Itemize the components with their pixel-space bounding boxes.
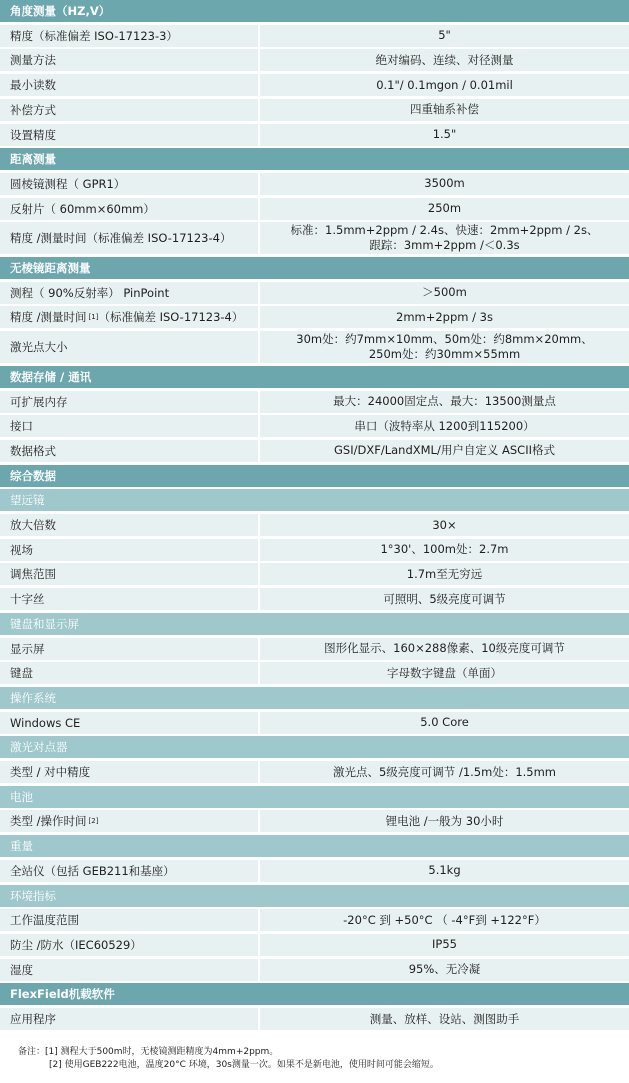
- spec-row: [0, 74, 629, 96]
- spec-row: [0, 1008, 629, 1030]
- spec-value: 四重轴系补偿: [410, 102, 479, 117]
- spec-row: [0, 391, 629, 413]
- spec-value: 可照明、5级亮度可调节: [383, 591, 506, 606]
- spec-label: [0, 909, 258, 931]
- spec-label-text: 接口: [10, 419, 33, 434]
- spec-label-text: 放大倍数: [10, 518, 56, 532]
- subsection-header: 键盘和显示屏: [0, 613, 629, 635]
- footnotes: [18, 1046, 439, 1072]
- spec-value: 字母数字键盘（单面）: [387, 665, 502, 680]
- section-header: 无棱镜距离测量: [0, 257, 629, 279]
- spec-label: [0, 391, 258, 413]
- spec-row: [0, 514, 629, 536]
- spec-label-text: 工作温度范围: [10, 913, 79, 928]
- spec-label: [0, 539, 258, 561]
- spec-value: 5": [438, 28, 451, 43]
- spec-label-text: 精度 /测量时间（标准偏差 ISO-17123-4）: [10, 231, 232, 246]
- footnote-ref: [2]: [88, 817, 99, 826]
- spec-label-text: 精度 /测量时间: [10, 310, 87, 325]
- section-header: 数据存储 / 通讯: [0, 366, 629, 388]
- spec-value: 锂电池 /一般为 30小时: [385, 813, 504, 828]
- spec-label-text: 可扩展内存: [10, 394, 68, 409]
- spec-label: [0, 282, 258, 304]
- spec-label-text: 测程（ 90%反射率） PinPoint: [10, 285, 170, 300]
- section-header: FlexField机载软件: [0, 983, 629, 1005]
- spec-label-text: 键盘: [10, 666, 33, 681]
- spec-label-text: 湿度: [10, 962, 33, 977]
- spec-label-text: 全站仪（包括 GEB211和基座）: [10, 863, 175, 878]
- spec-value: 250m: [427, 201, 462, 216]
- spec-value: 1.7m至无穷远: [406, 566, 483, 581]
- spec-row: [0, 588, 629, 610]
- spec-label-text: 应用程序: [10, 1012, 56, 1026]
- spec-label: [0, 74, 258, 96]
- spec-row: [0, 662, 629, 684]
- spec-row: [0, 49, 629, 71]
- spec-value: 绝对编码、连续、对径测量: [375, 52, 514, 67]
- spec-value: 5.0 Core: [420, 715, 469, 730]
- spec-label: [0, 712, 258, 734]
- subsection-header: 操作系统: [0, 687, 629, 709]
- spec-label-text: 类型 / 对中精度: [10, 765, 91, 779]
- spec-label-text: 类型 /操作时间: [10, 814, 87, 829]
- spec-label: [0, 860, 258, 882]
- spec-row: [0, 761, 629, 783]
- spec-row: [0, 909, 629, 931]
- spec-label: [0, 331, 258, 363]
- footnote-1: 备注：[1] 测程大于500m时，无棱镜测距精度为4mm+2ppm。: [18, 1047, 279, 1057]
- spec-row: [0, 306, 629, 328]
- spec-label: [0, 810, 258, 832]
- spec-row: [0, 124, 629, 146]
- spec-value: 测量、放样、设站、测图助手: [369, 1011, 520, 1026]
- spec-row: [0, 99, 629, 121]
- spec-row: [0, 563, 629, 585]
- footnote-2: [2] 使用GEB222电池，温度20°C 环境，30s测量一次。如果不是新电池，使用时间可能会缩短。: [49, 1060, 439, 1070]
- spec-label: [0, 934, 258, 956]
- spec-label-text: 圆棱镜测程（ GPR1）: [10, 176, 126, 191]
- spec-label-text: 测量方法: [10, 53, 56, 68]
- spec-value: 标准：1.5mm+2ppm / 2.4s、快速：2mm+2ppm / 2s、 跟踪：3mm+2ppm /＜0.3s: [290, 223, 599, 253]
- spec-label: [0, 662, 258, 684]
- section-header: 综合数据: [0, 465, 629, 487]
- spec-value: 2mm+2ppm / 3s: [396, 309, 493, 324]
- spec-value: 1°30'、100m处：2.7m: [380, 542, 509, 557]
- spec-label-text: 显示屏: [10, 641, 45, 656]
- spec-label-text: 精度（标准偏差 ISO-17123-3）: [10, 28, 178, 43]
- spec-label: [0, 198, 258, 220]
- spec-label-text: 激光点大小: [10, 340, 68, 355]
- spec-value: 最大：24000固定点、最大：13500测量点: [333, 394, 556, 408]
- spec-label: [0, 173, 258, 195]
- spec-row: [0, 539, 629, 561]
- spec-label: [0, 25, 258, 47]
- spec-label: [0, 761, 258, 783]
- spec-label-text: 补偿方式: [10, 102, 56, 117]
- section-header: 距离测量: [0, 148, 629, 170]
- spec-value: 30×: [432, 517, 457, 532]
- spec-row: [0, 959, 629, 981]
- spec-label: [0, 588, 258, 610]
- spec-value: IP55: [432, 937, 457, 952]
- spec-label-text: 最小读数: [10, 78, 56, 93]
- spec-value: 30m处：约7mm×10mm、50m处：约8mm×20mm、 250m处：约30mm×55mm: [296, 332, 593, 362]
- spec-row: [0, 25, 629, 47]
- spec-label-text: 视场: [10, 542, 33, 557]
- subsection-header: 激光对点器: [0, 736, 629, 758]
- spec-value: 3500m: [424, 176, 465, 191]
- section-header: 角度测量（HZ,V）: [0, 0, 629, 22]
- spec-value: 1.5": [432, 127, 457, 141]
- spec-label: [0, 306, 258, 328]
- spec-label-text: Windows CE: [10, 715, 81, 730]
- spec-row: [0, 282, 629, 304]
- spec-label: [0, 959, 258, 981]
- spec-value: 0.1"/ 0.1mgon / 0.01mil: [376, 77, 513, 92]
- spec-value: GSI/DXF/LandXML/用户自定义 ASCII格式: [334, 443, 555, 458]
- spec-label: [0, 563, 258, 585]
- spec-label: [0, 514, 258, 536]
- spec-label-text: 设置精度: [10, 127, 56, 142]
- spec-label: [0, 49, 258, 71]
- subsection-header: 望远镜: [0, 489, 629, 511]
- spec-label-text: 调焦范围: [10, 567, 56, 582]
- spec-label: [0, 415, 258, 437]
- spec-value: -20°C 到 +50°C （ -4°F到 +122°F）: [343, 912, 546, 927]
- subsection-header: 环境指标: [0, 885, 629, 907]
- spec-label-text: 反射片（ 60mm×60mm）: [10, 201, 155, 216]
- spec-value: ＞500m: [422, 285, 467, 300]
- spec-label-text: 防尘 /防水（IEC60529）: [10, 937, 142, 952]
- spec-value: 图形化显示、160×288像素、10级亮度可调节: [324, 641, 565, 655]
- spec-label: [0, 99, 258, 121]
- spec-row: [0, 331, 629, 363]
- spec-label-text: 数据格式: [10, 443, 56, 458]
- spec-value: 95%、无冷凝: [408, 962, 481, 977]
- spec-row: [0, 198, 629, 220]
- spec-value: 激光点、5级亮度可调节 /1.5m处：1.5mm: [332, 764, 557, 779]
- spec-label: [0, 124, 258, 146]
- spec-label-text: 十字丝: [10, 592, 45, 607]
- spec-row: [0, 810, 629, 832]
- subsection-header: 重量: [0, 835, 629, 857]
- spec-label: [0, 638, 258, 660]
- spec-value: 5.1kg: [428, 863, 461, 878]
- spec-row: [0, 173, 629, 195]
- spec-row: [0, 712, 629, 734]
- spec-row: [0, 415, 629, 437]
- spec-row: [0, 638, 629, 660]
- spec-row: [0, 934, 629, 956]
- subsection-header: 电池: [0, 786, 629, 808]
- spec-label: [0, 440, 258, 462]
- spec-row: [0, 440, 629, 462]
- footnote-ref: [1]: [88, 313, 99, 322]
- spec-row: [0, 222, 629, 254]
- spec-value: 串口（波特率从 1200到115200）: [354, 418, 535, 433]
- spec-label: [0, 222, 258, 254]
- spec-row: [0, 860, 629, 882]
- spec-label: [0, 1008, 258, 1030]
- spec-label-suffix: （标准偏差 ISO-17123-4）: [98, 310, 244, 325]
